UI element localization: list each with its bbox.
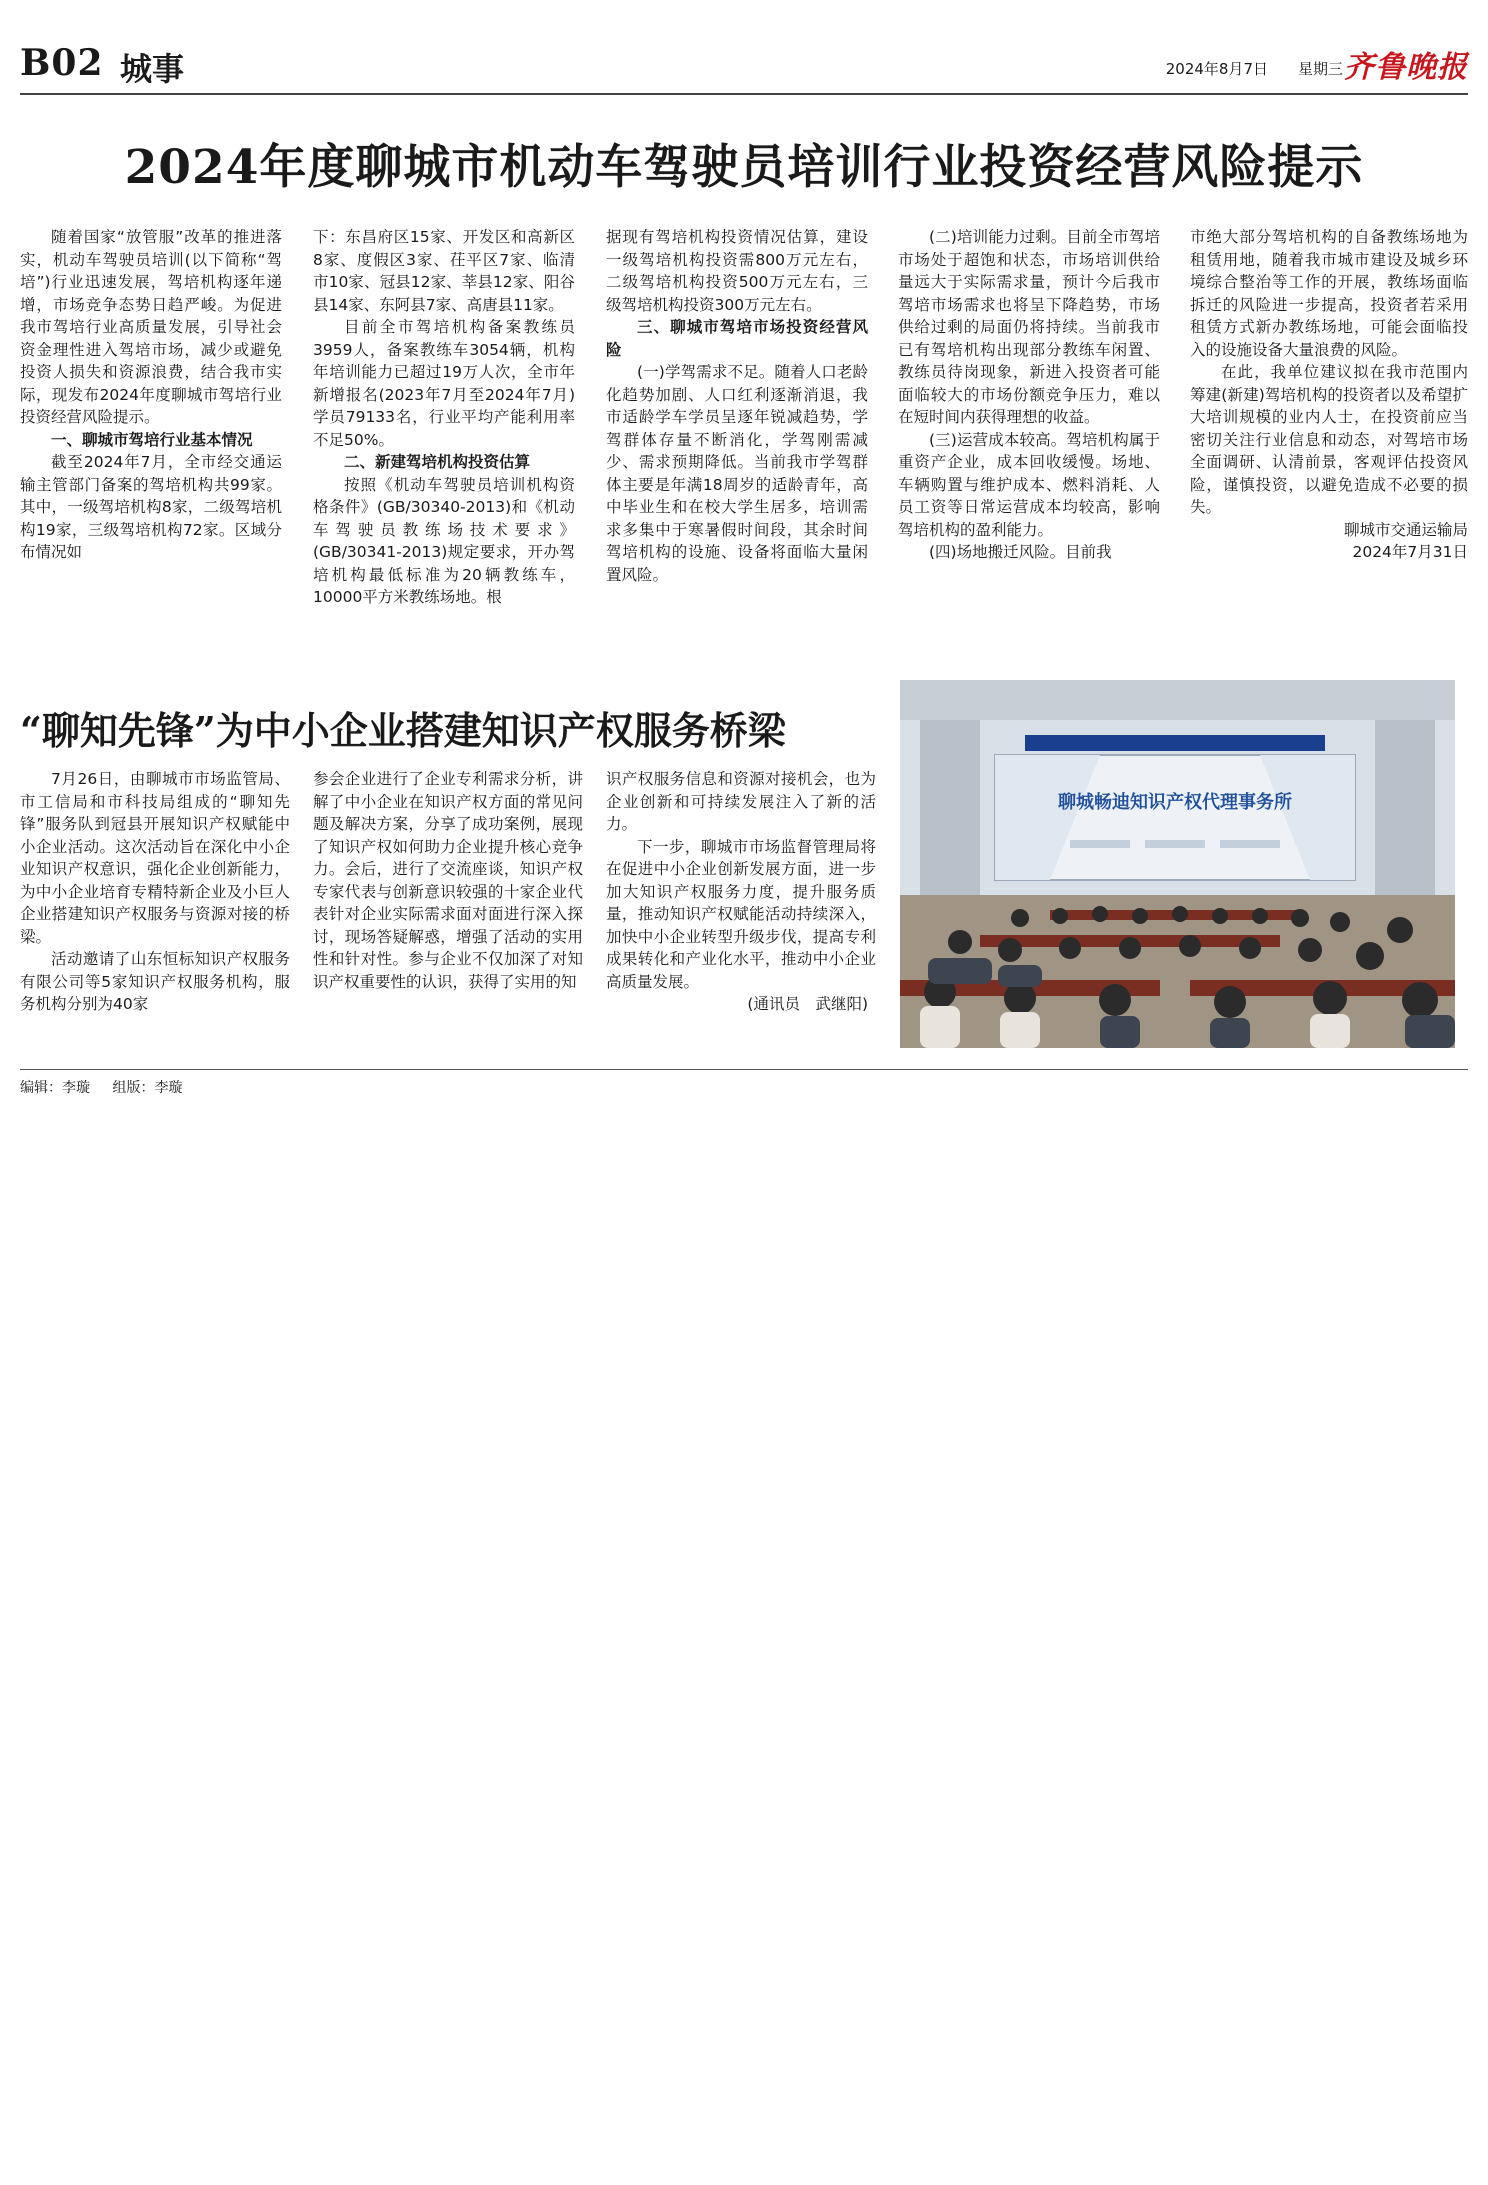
paragraph: 在此，我单位建议拟在我市范围内筹建(新建)驾培机构的投资者以及希望扩大培训规模的业内人士，在投资前应当密切关注行业信息和动态，对驾培市场全面调研、认清前景，客观评估投资风险，谨慎投资，以避免造成不必要的损失。 (1190, 363, 1468, 516)
signature-line: 聊城市交通运输局 (1343, 520, 1468, 539)
subheading: 三、聊城市驾培市场投资经营风险 (606, 318, 868, 359)
article1-column-5 (1190, 226, 1468, 564)
paragraph: (三)运营成本较高。驾培机构属于重资产企业，成本回收缓慢。场地、车辆购置与维护成本、燃料消耗、人员工资等日常运营成本均较高，影响驾培机构的盈利能力。 (898, 430, 1160, 539)
signature-line: 2024年7月31日 (1352, 543, 1468, 561)
screen-title: 聊城畅迪知识产权代理事务所 (1058, 792, 1292, 812)
issue-weekday: 星期三 (1297, 60, 1343, 78)
page-footer (20, 1077, 200, 1097)
article2-headline: “聊知先锋”为中小企业搭建知识产权服务桥梁 (20, 708, 786, 753)
paragraph: 下一步，聊城市市场监督管理局将在促进中小企业创新发展方面，进一步加大知识产权服务力度，提升服务质量，推动知识产权赋能活动持续深入，加快中小企业转型升级步伐，提高专利成果转化和产业化水平，推动中小企业高质量发展。 (606, 837, 876, 991)
event-photo (900, 680, 1455, 1048)
footer-rule (20, 1069, 1468, 1070)
paragraph-continued: 下：东昌府区15家、开发区和高新区8家、度假区3家、茌平区7家、临清市10家、冠县12家、莘县12家、阳谷县14家、东阿县7家、高唐县11家。 (313, 228, 575, 314)
paragraph-continued: 市绝大部分驾培机构的自备教练场地为租赁用地，随着我市城市建设及城乡环境综合整治等工作的开展，教练场面临拆迁的风险进一步提高，投资者若采用租赁方式新办教练场地，可能会面临投入的设施设备大量浪费的风险。 (1190, 228, 1468, 359)
article2-column-2 (313, 768, 583, 993)
paragraph-continued: 参会企业进行了企业专利需求分析，讲解了中小企业在知识产权方面的常见问题及解决方案，分享了成功案例，展现了知识产权如何助力企业提升核心竞争力。会后，进行了交流座谈，知识产权专家代表与创新意识较强的十家企业代表针对企业实际需求面对面进行深入探讨，现场答疑解惑，增强了活动的实用性和针对性。参与企业不仅加深了对知识产权重要性的认识，获得了实用的知 (313, 770, 583, 991)
subheading: 二、新建驾培机构投资估算 (344, 453, 531, 471)
paragraph: 按照《机动车驾驶员培训机构资格条件》(GB/30340-2013)和《机动车驾驶员教练场技术要求》(GB/30341-2013)规定要求，开办驾培机构最低标准为20辆教练车，10000平方米教练场地。根 (313, 475, 575, 606)
layout-credit: 组版：李璇 (112, 1080, 183, 1096)
header-rule (20, 93, 1468, 95)
paragraph-continued: 识产权服务信息和资源对接机会，也为企业创新和可持续发展注入了新的活力。 (606, 770, 876, 833)
article1-column-2 (313, 226, 575, 609)
paragraph: 目前全市驾培机构备案教练员3959人，备案教练车3054辆，机构年培训能力已超过19万人次，全市年新增报名(2023年7月至2024年7月)学员79133名，行业平均产能利用率不足50%。 (313, 318, 575, 449)
byline: (通讯员 武继阳) (747, 995, 868, 1013)
paragraph: (一)学驾需求不足。随着人口老龄化趋势加剧、人口红利逐渐消退，我市适龄学车学员呈逐年锐减趋势，学驾群体存量不断消化，学驾刚需减少、需求预期降低。当前我市学驾群体主要是年满18周岁的适龄青年，高中毕业生和在校大学生居多，培训需求多集中于寒暑假时间段，其余时间驾培机构的设施、设备将面临大量闲置风险。 (606, 363, 868, 584)
paragraph: 截至2024年7月，全市经交通运输主管部门备案的驾培机构共99家。其中，一级驾培机构8家，二级驾培机构19家，三级驾培机构72家。区域分布情况如 (20, 453, 282, 561)
paragraph: 随着国家“放管服”改革的推进落实，机动车驾驶员培训(以下简称“驾培”)行业迅速发展，驾培机构逐年递增，市场竞争态势日趋严峻。为促进我市驾培行业高质量发展，引导社会资金理性进入驾培市场，减少或避免投资人损失和资源浪费，结合我市实际，现发布2024年度聊城市驾培行业投资经营风险提示。 (20, 228, 282, 426)
subheading: 一、聊城市驾培行业基本情况 (51, 430, 253, 449)
article1-column-3 (606, 226, 868, 586)
page-number: B02 (20, 42, 104, 84)
paragraph-continued: 据现有驾培机构投资情况估算，建设一级驾培机构投资需800万元左右，二级驾培机构投资500万元左右，三级驾培机构投资300万元左右。 (606, 228, 868, 314)
article2-column-1 (20, 768, 290, 1016)
article1-column-1 (20, 226, 282, 564)
newspaper-logo: 齐鲁晚报 (1344, 50, 1468, 85)
paragraph: (二)培训能力过剩。目前全市驾培市场处于超饱和状态，市场培训供给量远大于实际需求量，预计今后我市驾培市场需求也将呈下降趋势，市场供给过剩的局面仍将持续。当前我市已有驾培机构出现部分教练车闲置、教练员待岗现象，新进入投资者可能面临较大的市场份额竞争压力，难以在短时间内获得理想的收益。 (898, 228, 1160, 426)
article1-column-4 (898, 226, 1160, 564)
editor-credit: 编辑：李璇 (20, 1080, 90, 1096)
photo-banner (1025, 735, 1325, 751)
article2-column-3 (606, 768, 876, 1016)
paragraph: 活动邀请了山东恒标知识产权服务有限公司等5家知识产权服务机构，服务机构分别为40家 (20, 950, 290, 1013)
section-name: 城事 (120, 50, 185, 88)
masthead (20, 40, 1468, 96)
paragraph: 7月26日，由聊城市市场监管局、市工信局和市科技局组成的“聊知先锋”服务队到冠县开展知识产权赋能中小企业活动。这次活动旨在深化中小企业知识产权意识，强化企业创新能力，为中小企业培育专精特新企业及小巨人企业搭建知识产权服务与资源对接的桥梁。 (20, 770, 290, 946)
article1-headline: 2024年度聊城市机动车驾驶员培训行业投资经营风险提示 (124, 140, 1364, 195)
paragraph: (四)场地搬迁风险。目前我 (929, 543, 1112, 561)
issue-date: 2024年8月7日 (1165, 60, 1268, 78)
